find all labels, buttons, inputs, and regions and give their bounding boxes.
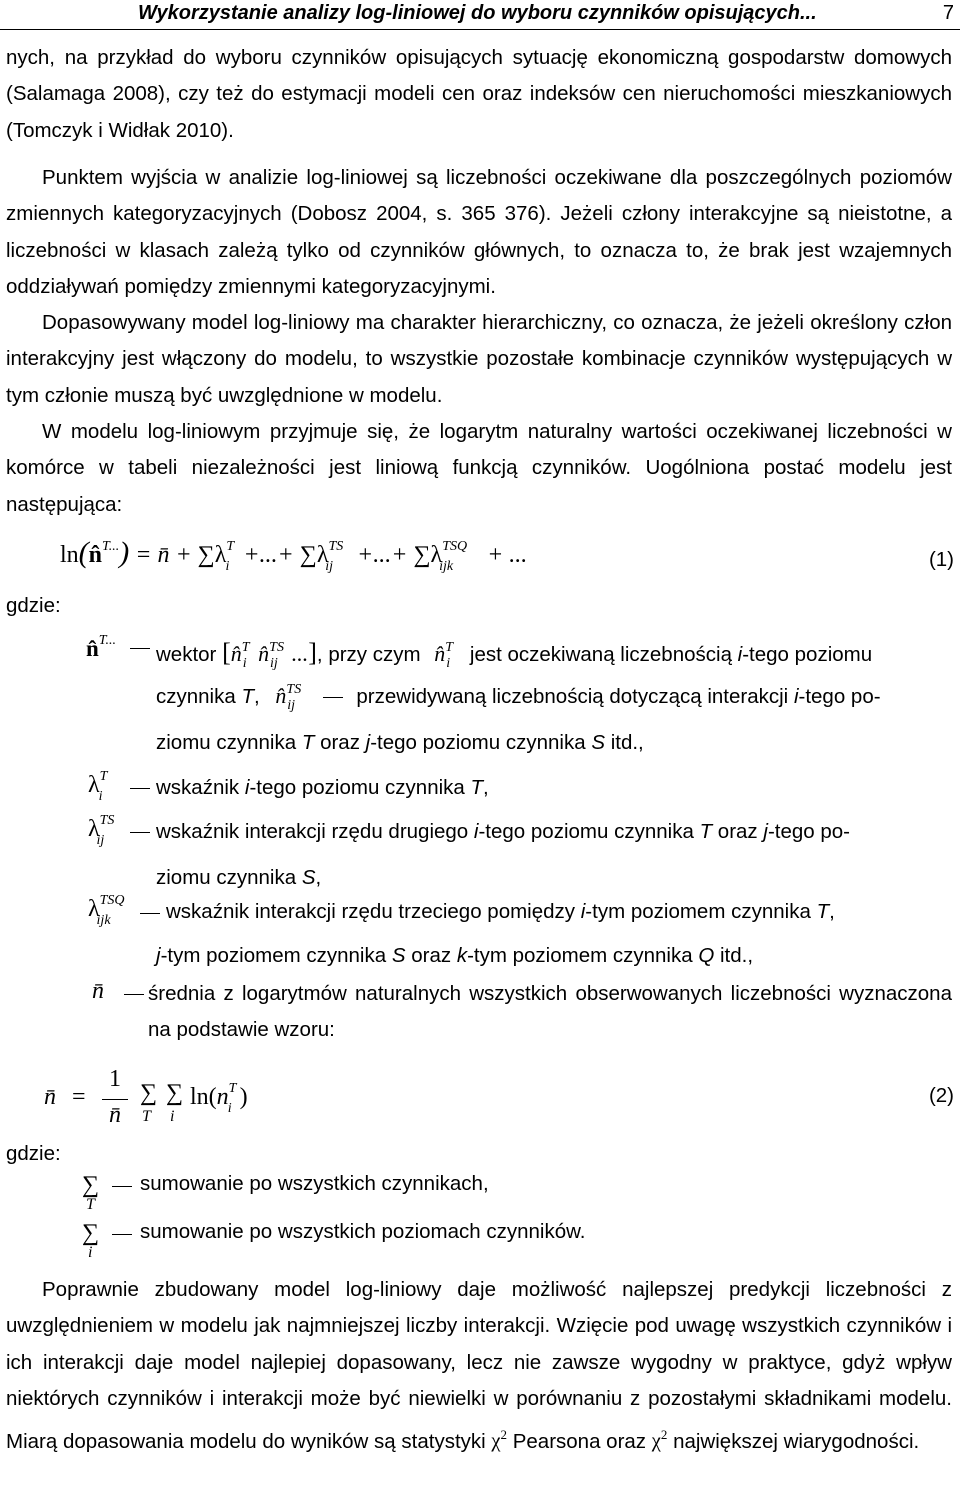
symbol-sum-i: ∑ bbox=[82, 1220, 100, 1246]
dash bbox=[112, 1186, 132, 1187]
symbol-sum-T-sub: T bbox=[86, 1196, 95, 1213]
def-lambda-ijk-line1: wskaźnik interakcji rzędu trzeciego pomiędzy i-tym poziomem czynnika T, bbox=[166, 900, 835, 923]
def-text: -tego poziomu czynnika bbox=[370, 731, 586, 754]
def-text: -tym poziomem czynnika bbox=[467, 944, 693, 967]
paragraph-5-text-c: największej wiarygodności. bbox=[673, 1429, 920, 1453]
symbol-n-hat-vector: n̂$^{T...}$ bbox=[86, 633, 117, 661]
running-title: Wykorzystanie analizy log-liniowej do wyboru czynników opisujących... bbox=[138, 2, 817, 24]
def-sum-i: sumowanie po wszystkich poziomach czynników. bbox=[140, 1220, 586, 1243]
def-lambda-i: wskaźnik i-tego poziomu czynnika T, bbox=[156, 776, 489, 799]
symbol-lambda-i: $\lambda^T_i$ bbox=[88, 769, 107, 804]
def-text: przewidywaną liczebnością dotyczącą interakcji bbox=[356, 685, 789, 708]
chi-square-symbol: $\chi^2$ bbox=[491, 1427, 508, 1453]
paragraph-2-text: Punktem wyjścia w analizie log-liniowej są liczebności oczekiwane dla poszczególnych poziomów zmiennych kategoryzacyjnych (Dobosz 2004, s. 365 376). Jeżeli człony interakcyjne są nieistotne, a liczebności w klasach zależą tylko od czynników głównych, to oznacza to, że brak jest wzajemnych oddziaływań pomiędzy zmiennymi kategoryzacyjnymi. bbox=[6, 166, 952, 299]
def-text: -tym poziomem czynnika bbox=[585, 900, 811, 923]
dash bbox=[140, 913, 160, 914]
paragraph-5 bbox=[6, 1272, 952, 1460]
def-text: , przy czym bbox=[316, 643, 421, 666]
paragraph-5-text-b: Pearsona oraz bbox=[512, 1429, 647, 1453]
def-lambda-ij-line1: wskaźnik interakcji rzędu drugiego i-tego poziomu czynnika T oraz j-tego po- bbox=[156, 820, 851, 843]
def-n-hat-line2: czynnika T, n̂$^{TS}_{ij}$ przewidywaną liczebnością dotyczącą interakcji i-tego po- bbox=[156, 682, 881, 713]
paragraph-3 bbox=[6, 305, 952, 414]
def-text: -tego poziomu czynnika bbox=[249, 776, 465, 799]
symbol-lambda-ijk: $\lambda^{TSQ}_{ijk}$ bbox=[88, 893, 125, 928]
equation-1-number: (1) bbox=[928, 548, 954, 571]
def-n-hat-line1: wektor [n̂$^T_i$ n̂$^{TS}_{ij}$ ...], przy czym n̂$^T_i$ jest oczekiwaną liczebnością i-tego poziomu bbox=[156, 638, 873, 671]
paragraph-4-text: W modelu log-liniowym przyjmuje się, że logarytm naturalny wartości oczekiwanej liczebności w komórce w tabeli niezależności jest liniową funkcją czynników. Uogólniona postać modelu jest następująca: bbox=[6, 420, 952, 516]
def-text: -tym poziomem czynnika bbox=[160, 944, 387, 967]
gdzie-label-2: gdzie: bbox=[6, 1142, 61, 1165]
def-n-hat-line3: ziomu czynnika T oraz j-tego poziomu czynnika S itd., bbox=[156, 731, 644, 754]
def-n-bar: średnia z logarytmów naturalnych wszystkich obserwowanych liczebności wyznaczona na podstawie wzoru: bbox=[148, 982, 952, 1041]
paragraph-4 bbox=[6, 414, 952, 523]
symbol-sum-T: ∑ bbox=[82, 1172, 100, 1198]
def-sum-T: sumowanie po wszystkich czynnikach, bbox=[140, 1172, 489, 1195]
def-text: oraz bbox=[717, 820, 758, 843]
paragraph-5-text-a: Poprawnie zbudowany model log-liniowy daje możliwość najlepszej predykcji liczebności z uwzględnieniem w modelu jak najmniejszej liczby interakcji. Wzięcie pod uwagę wszystkich czynników i ich interakcji daje model najlepiej dopasowany, lecz nie zawsze wygodny w praktyce, gdyż wpływ niektórych czynników i interakcji może być niewielki w porównaniu z pozostałymi składnikami modelu. Miarą dopasowania modelu do wyników są statystyki bbox=[6, 1278, 952, 1453]
def-text: itd., bbox=[610, 731, 644, 754]
paragraph-3-text: Dopasowywany model log-liniowy ma charakter hierarchiczny, co oznacza, że jeżeli określony człon interakcyjny jest włączony do modelu, to wszystkie pozostałe kombinacje czynników występujących w tym członie muszą być uwzględnione w modelu. bbox=[6, 311, 952, 407]
dash bbox=[130, 832, 150, 833]
dash bbox=[112, 1234, 132, 1235]
chi-square-symbol: $\chi^2$ bbox=[651, 1427, 668, 1453]
dash bbox=[130, 648, 150, 649]
def-text: wskaźnik interakcji rzędu drugiego bbox=[156, 820, 469, 843]
paragraph-2 bbox=[6, 160, 952, 306]
symbol-lambda-ij: $\lambda^{TS}_{ij}$ bbox=[88, 813, 115, 848]
def-lambda-ij-line2: ziomu czynnika S, bbox=[156, 866, 322, 889]
def-text: wskaźnik bbox=[156, 776, 240, 799]
def-text: wektor bbox=[156, 643, 217, 666]
equation-2-number: (2) bbox=[928, 1084, 954, 1107]
running-header bbox=[0, 0, 960, 30]
symbol-sum-i-sub: i bbox=[88, 1244, 93, 1261]
def-text: wskaźnik interakcji rzędu trzeciego pomiędzy bbox=[166, 900, 576, 923]
def-text: -tego poziomu czynnika bbox=[478, 820, 694, 843]
dash bbox=[130, 788, 150, 789]
equation-1: ln(n̂$^{T...}$) = n̄ + $\sum\lambda^T_i$ +...+ $\sum\lambda^{TS}_{ij}$ +...+ $\sum\lambda^{TSQ}_{ijk}$ + ... bbox=[60, 536, 528, 574]
def-text: oraz bbox=[411, 944, 452, 967]
def-lambda-ijk-line2: j-tym poziomem czynnika S oraz k-tym poziomem czynnika Q itd., bbox=[156, 944, 754, 967]
def-text: jest oczekiwaną liczebnością bbox=[469, 643, 732, 666]
gdzie-label-1: gdzie: bbox=[6, 594, 61, 617]
symbol-n-bar: n̄ bbox=[92, 978, 104, 1004]
dash bbox=[124, 994, 144, 995]
page-number: 7 bbox=[942, 2, 954, 24]
def-text: itd., bbox=[719, 944, 754, 967]
def-text: oraz bbox=[320, 731, 360, 754]
paragraph-1: nych, na przykład do wyboru czynników opisujących sytuację ekonomiczną gospodarstw domowych (Salamaga 2008), czy też do estymacji modeli cen oraz indeksów cen nieruchomości mieszkaniowych (Tomczyk i Widłak 2010). bbox=[6, 46, 952, 142]
